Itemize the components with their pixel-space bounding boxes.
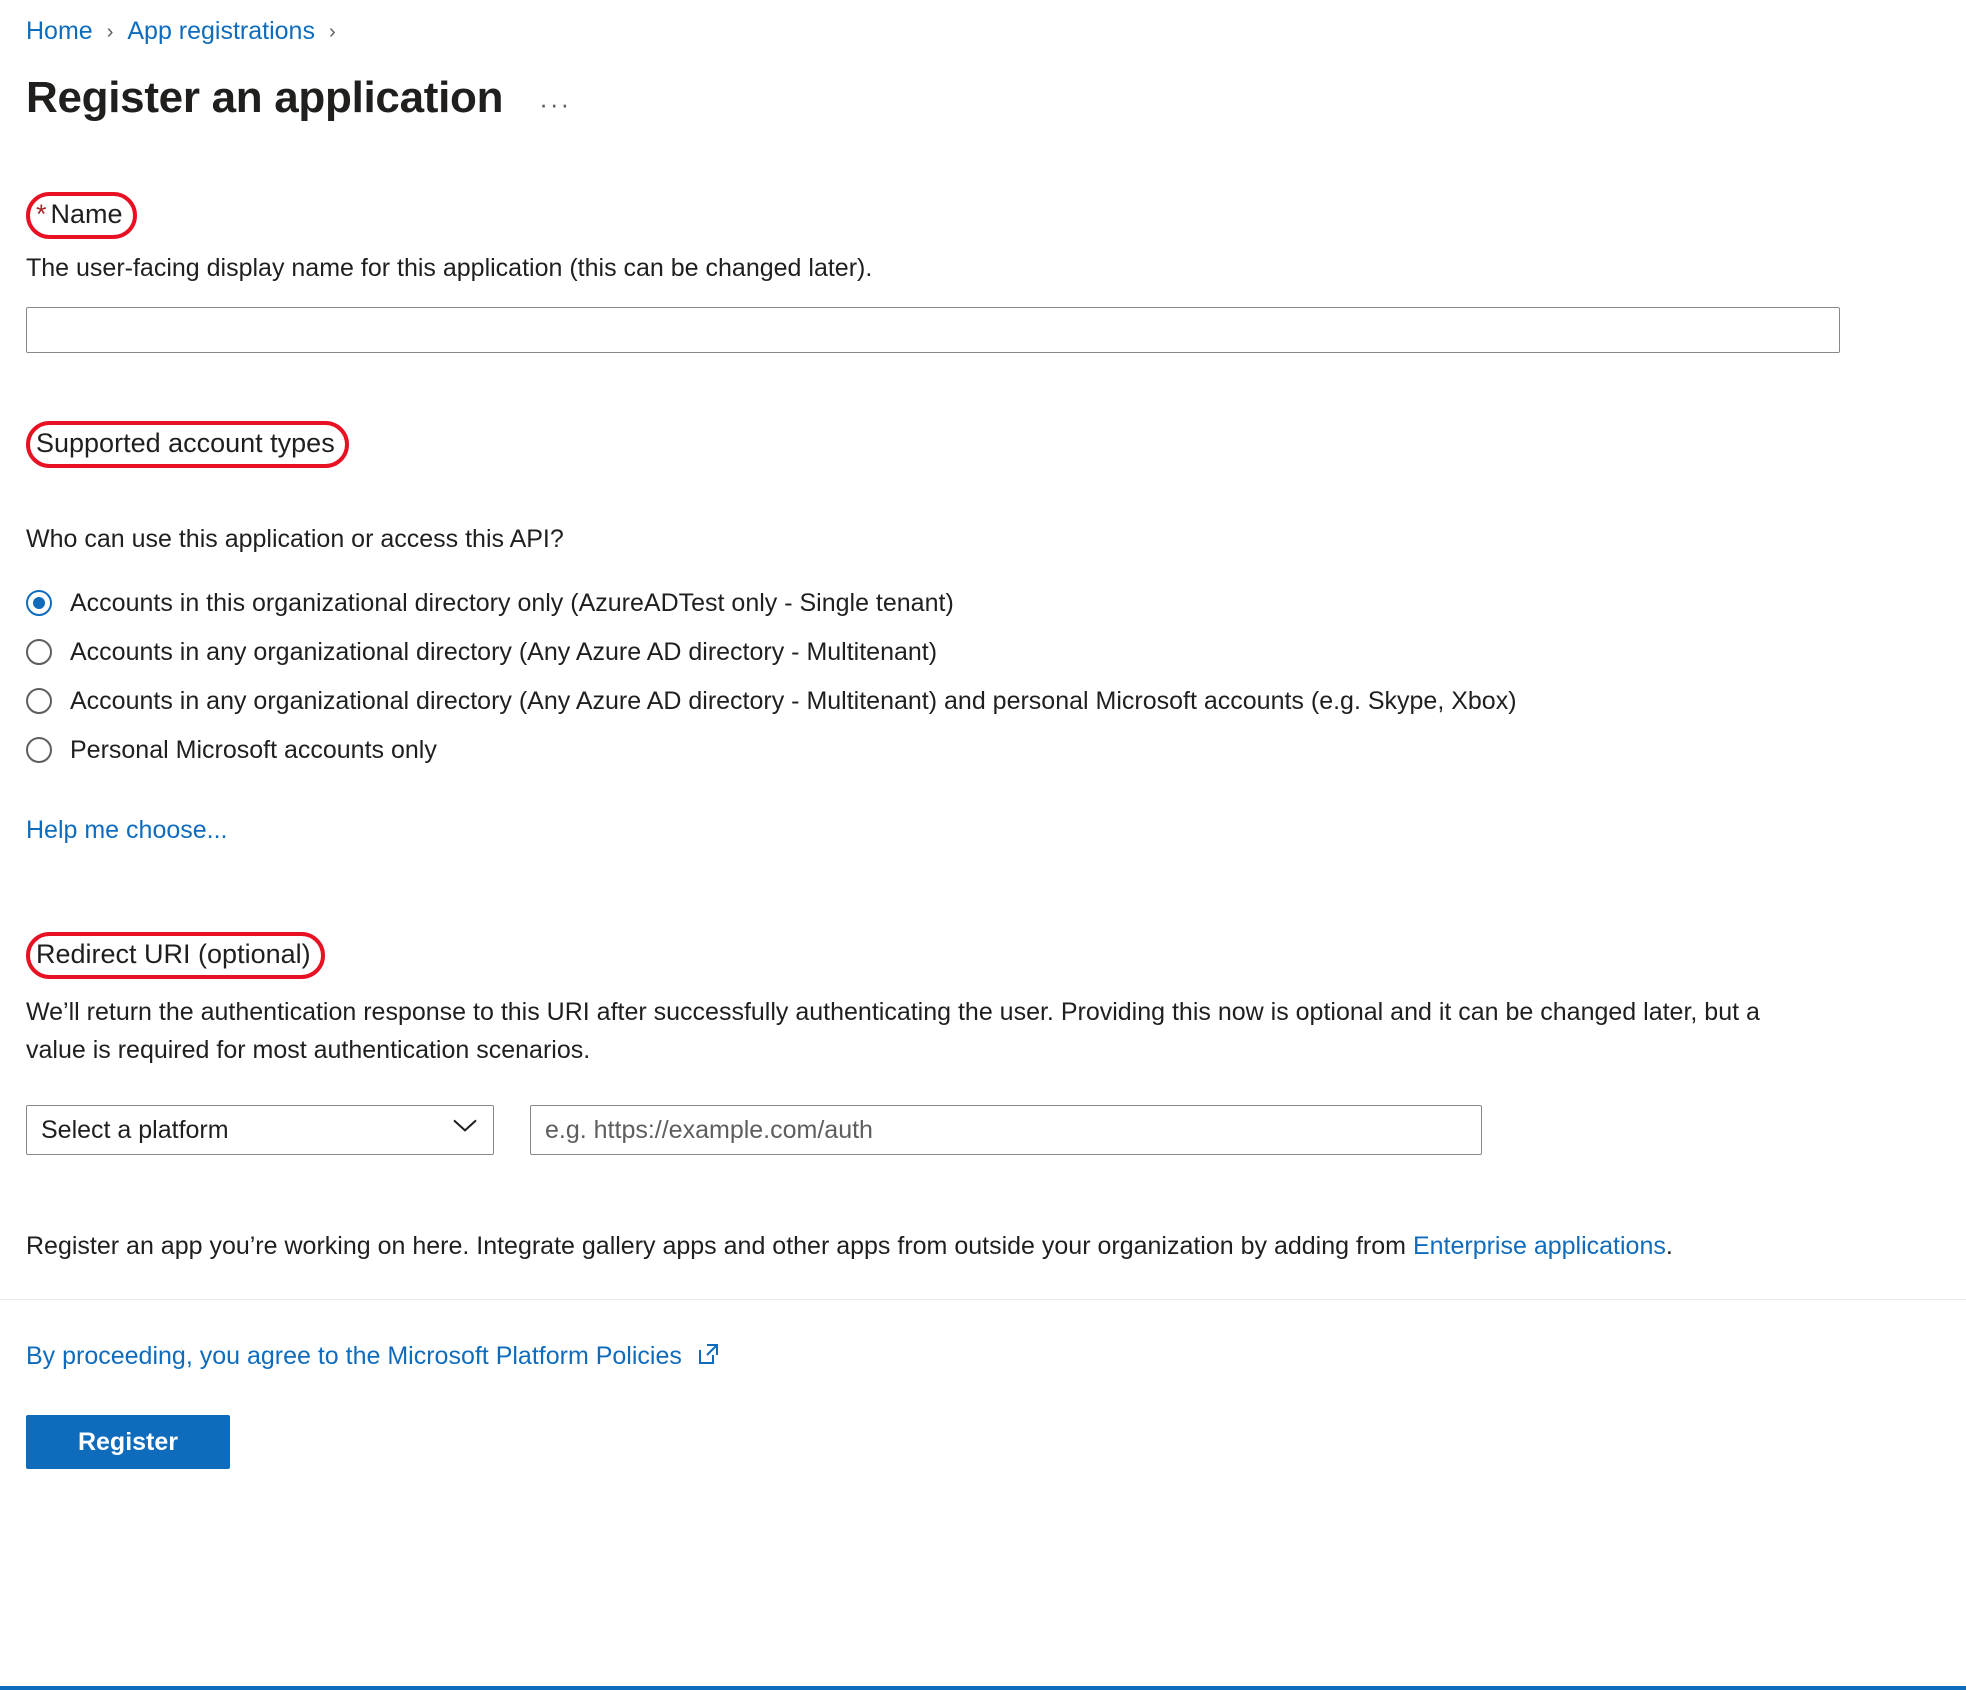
radio-multitenant-and-personal[interactable] [26,676,1940,725]
required-marker: * [36,199,47,229]
help-me-choose-link[interactable]: Help me choose... [26,816,228,844]
redirect-uri-section [26,846,1940,1155]
bottom-accent-bar [0,1686,1966,1690]
policy-row [26,1342,1940,1371]
radio-icon[interactable] [26,737,52,763]
name-label [26,192,137,239]
breadcrumb [26,0,1940,46]
footer-divider [0,1299,1966,1300]
external-link-icon[interactable] [696,1342,720,1371]
register-note-prefix: Register an app you’re working on here. Integrate gallery apps and other apps from outside your organization by adding from [26,1232,1413,1260]
title-row [26,72,1940,124]
platform-policies-link[interactable]: By proceeding, you agree to the Microsoft Platform Policies [26,1342,682,1370]
radio-icon[interactable] [26,590,52,616]
platform-select-wrapper[interactable] [26,1105,494,1155]
redirect-uri-label: Redirect URI (optional) [36,939,311,969]
radio-label: Accounts in any organizational directory (Any Azure AD directory - Multitenant) [70,637,938,666]
redirect-uri-input[interactable] [530,1105,1482,1155]
radio-icon[interactable] [26,688,52,714]
radio-personal-only[interactable] [26,725,1940,774]
account-types-label: Supported account types [36,428,335,458]
page-title: Register an application [26,73,504,122]
register-note-suffix: . [1665,1232,1673,1260]
name-description: The user-facing display name for this application (this can be changed later). [26,254,873,282]
radio-label: Accounts in this organizational directory only (AzureADTest only - Single tenant) [70,588,954,617]
radio-label: Personal Microsoft accounts only [70,735,437,764]
breadcrumb-item-home[interactable]: Home [26,17,93,45]
redirect-uri-controls [26,1105,1940,1155]
enterprise-applications-link[interactable]: Enterprise applications [1412,1232,1666,1260]
name-section [26,124,1940,353]
breadcrumb-separator-icon: › [106,21,114,43]
breadcrumb-item-app-registrations[interactable]: App registrations [127,17,315,45]
register-button[interactable]: Register [26,1415,230,1469]
platform-select-value: Select a platform [41,1115,229,1144]
supported-account-types-section [26,353,1940,846]
account-types-radio-group [26,578,1940,774]
account-types-label-wrapper [26,421,349,468]
redirect-uri-label-wrapper [26,932,325,979]
more-options-icon[interactable]: ··· [539,88,572,119]
breadcrumb-separator-icon: › [328,21,336,43]
name-label-wrapper [26,192,137,239]
name-label-text: Name [50,199,123,229]
account-types-question: Who can use this application or access this API? [26,525,564,553]
name-input[interactable] [26,307,1840,353]
radio-single-tenant[interactable] [26,578,1940,627]
radio-icon[interactable] [26,639,52,665]
radio-multitenant[interactable] [26,627,1940,676]
platform-select[interactable] [26,1105,494,1155]
radio-label: Accounts in any organizational directory (Any Azure AD directory - Multitenant) and personal Microsoft accounts (e.g. Skype, Xbox) [70,686,1517,715]
redirect-uri-description: We’ll return the authentication response to this URI after successfully authenticating the user. Providing this now is optional and it can be changed later, but a value is required for most authentication scenarios. [26,998,1760,1064]
register-note [26,1229,1940,1263]
